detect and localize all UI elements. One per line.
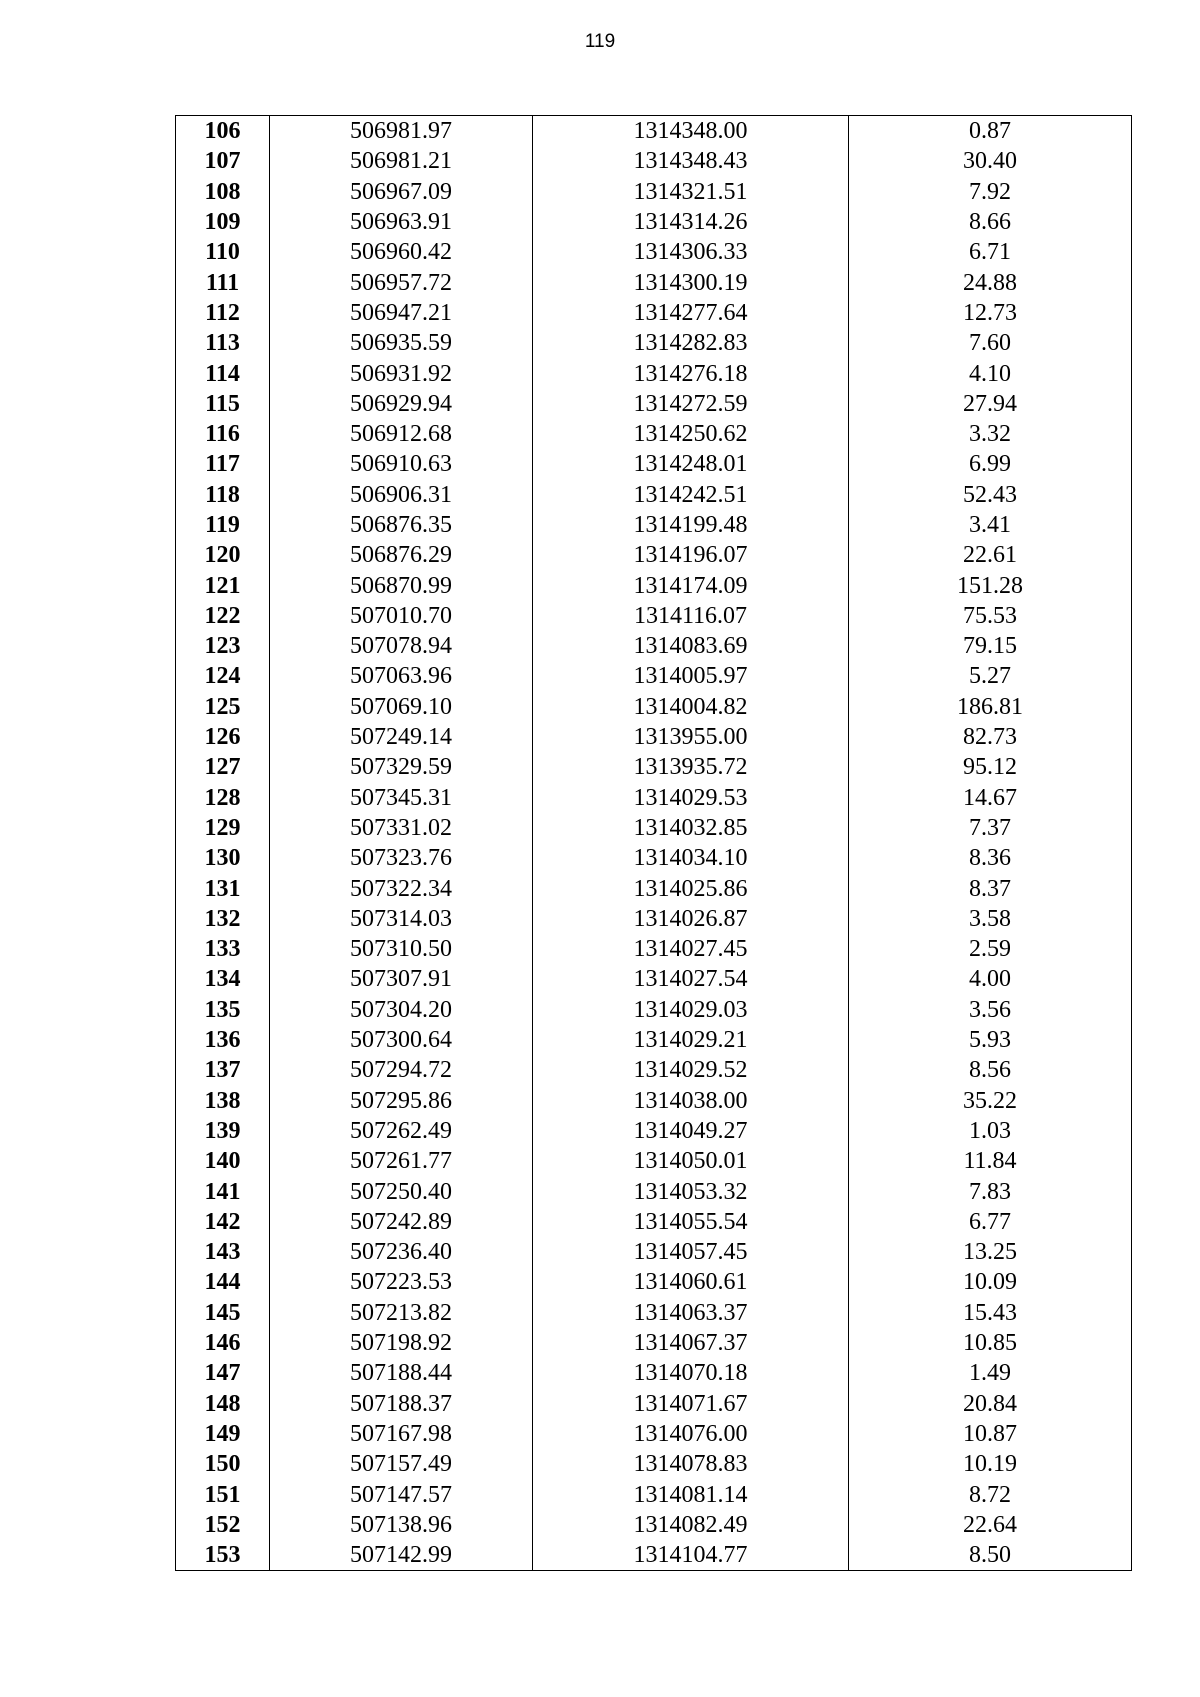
x-coordinate-cell: 507236.40 <box>270 1237 533 1267</box>
point-number-cell: 119 <box>176 510 270 540</box>
x-coordinate-cell: 506931.92 <box>270 358 533 388</box>
distance-cell: 27.94 <box>849 389 1132 419</box>
x-coordinate-cell: 507242.89 <box>270 1207 533 1237</box>
table-row <box>176 995 1132 1025</box>
distance-cell: 7.83 <box>849 1176 1132 1206</box>
x-coordinate-cell: 507198.92 <box>270 1328 533 1358</box>
distance-cell: 3.41 <box>849 510 1132 540</box>
table-row <box>176 1176 1132 1206</box>
point-number-cell: 152 <box>176 1510 270 1540</box>
x-coordinate-cell: 507314.03 <box>270 904 533 934</box>
point-number-cell: 117 <box>176 449 270 479</box>
distance-cell: 6.99 <box>849 449 1132 479</box>
y-coordinate-cell: 1314300.19 <box>533 267 849 297</box>
table-row <box>176 1116 1132 1146</box>
distance-cell: 6.77 <box>849 1207 1132 1237</box>
table-row <box>176 116 1132 147</box>
table-row <box>176 298 1132 328</box>
x-coordinate-cell: 507294.72 <box>270 1055 533 1085</box>
y-coordinate-cell: 1314276.18 <box>533 358 849 388</box>
x-coordinate-cell: 507261.77 <box>270 1146 533 1176</box>
table-row <box>176 661 1132 691</box>
page-number: 119 <box>584 31 616 52</box>
point-number-cell: 107 <box>176 146 270 176</box>
y-coordinate-cell: 1314049.27 <box>533 1116 849 1146</box>
point-number-cell: 135 <box>176 995 270 1025</box>
table-row <box>176 873 1132 903</box>
x-coordinate-cell: 506981.21 <box>270 146 533 176</box>
x-coordinate-cell: 507323.76 <box>270 843 533 873</box>
y-coordinate-cell: 1314078.83 <box>533 1449 849 1479</box>
point-number-cell: 148 <box>176 1388 270 1418</box>
distance-cell: 1.03 <box>849 1116 1132 1146</box>
y-coordinate-cell: 1314025.86 <box>533 873 849 903</box>
y-coordinate-cell: 1314029.03 <box>533 995 849 1025</box>
point-number-cell: 132 <box>176 904 270 934</box>
distance-cell: 95.12 <box>849 752 1132 782</box>
y-coordinate-cell: 1314248.01 <box>533 449 849 479</box>
point-number-cell: 141 <box>176 1176 270 1206</box>
coordinates-table-container <box>175 115 1132 1571</box>
x-coordinate-cell: 507213.82 <box>270 1298 533 1328</box>
point-number-cell: 149 <box>176 1419 270 1449</box>
distance-cell: 13.25 <box>849 1237 1132 1267</box>
table-row <box>176 510 1132 540</box>
point-number-cell: 120 <box>176 540 270 570</box>
x-coordinate-cell: 506935.59 <box>270 328 533 358</box>
point-number-cell: 145 <box>176 1298 270 1328</box>
point-number-cell: 130 <box>176 843 270 873</box>
point-number-cell: 111 <box>176 267 270 297</box>
y-coordinate-cell: 1314004.82 <box>533 692 849 722</box>
x-coordinate-cell: 507188.37 <box>270 1388 533 1418</box>
y-coordinate-cell: 1314348.00 <box>533 116 849 147</box>
point-number-cell: 140 <box>176 1146 270 1176</box>
point-number-cell: 106 <box>176 116 270 147</box>
point-number-cell: 113 <box>176 328 270 358</box>
x-coordinate-cell: 507147.57 <box>270 1479 533 1509</box>
point-number-cell: 139 <box>176 1116 270 1146</box>
distance-cell: 20.84 <box>849 1388 1132 1418</box>
x-coordinate-cell: 507157.49 <box>270 1449 533 1479</box>
table-row <box>176 1328 1132 1358</box>
table-row <box>176 722 1132 752</box>
table-row <box>176 1025 1132 1055</box>
table-row <box>176 237 1132 267</box>
x-coordinate-cell: 506960.42 <box>270 237 533 267</box>
table-row <box>176 328 1132 358</box>
distance-cell: 11.84 <box>849 1146 1132 1176</box>
point-number-cell: 115 <box>176 389 270 419</box>
distance-cell: 82.73 <box>849 722 1132 752</box>
distance-cell: 151.28 <box>849 570 1132 600</box>
distance-cell: 7.60 <box>849 328 1132 358</box>
y-coordinate-cell: 1314083.69 <box>533 631 849 661</box>
distance-cell: 3.32 <box>849 419 1132 449</box>
table-row <box>176 146 1132 176</box>
coordinates-table-body <box>176 116 1132 1571</box>
table-row <box>176 843 1132 873</box>
y-coordinate-cell: 1314027.45 <box>533 934 849 964</box>
distance-cell: 5.27 <box>849 661 1132 691</box>
y-coordinate-cell: 1314321.51 <box>533 177 849 207</box>
table-row <box>176 1540 1132 1571</box>
table-row <box>176 1449 1132 1479</box>
x-coordinate-cell: 507307.91 <box>270 964 533 994</box>
table-row <box>176 419 1132 449</box>
x-coordinate-cell: 507322.34 <box>270 873 533 903</box>
table-row <box>176 1298 1132 1328</box>
distance-cell: 10.85 <box>849 1328 1132 1358</box>
table-row <box>176 1388 1132 1418</box>
distance-cell: 22.61 <box>849 540 1132 570</box>
x-coordinate-cell: 507262.49 <box>270 1116 533 1146</box>
table-row <box>176 1358 1132 1388</box>
distance-cell: 30.40 <box>849 146 1132 176</box>
distance-cell: 75.53 <box>849 601 1132 631</box>
point-number-cell: 142 <box>176 1207 270 1237</box>
y-coordinate-cell: 1314071.67 <box>533 1388 849 1418</box>
table-row <box>176 1055 1132 1085</box>
point-number-cell: 123 <box>176 631 270 661</box>
table-row <box>176 1086 1132 1116</box>
table-row <box>176 1207 1132 1237</box>
point-number-cell: 143 <box>176 1237 270 1267</box>
table-row <box>176 934 1132 964</box>
x-coordinate-cell: 507345.31 <box>270 783 533 813</box>
y-coordinate-cell: 1313935.72 <box>533 752 849 782</box>
point-number-cell: 122 <box>176 601 270 631</box>
table-row <box>176 631 1132 661</box>
x-coordinate-cell: 506876.35 <box>270 510 533 540</box>
y-coordinate-cell: 1314250.62 <box>533 419 849 449</box>
y-coordinate-cell: 1314242.51 <box>533 480 849 510</box>
coordinates-table <box>175 115 1132 1571</box>
y-coordinate-cell: 1314032.85 <box>533 813 849 843</box>
table-row <box>176 177 1132 207</box>
point-number-cell: 146 <box>176 1328 270 1358</box>
x-coordinate-cell: 506870.99 <box>270 570 533 600</box>
x-coordinate-cell: 507295.86 <box>270 1086 533 1116</box>
table-row <box>176 1479 1132 1509</box>
table-row <box>176 449 1132 479</box>
table-row <box>176 570 1132 600</box>
x-coordinate-cell: 506876.29 <box>270 540 533 570</box>
y-coordinate-cell: 1314060.61 <box>533 1267 849 1297</box>
y-coordinate-cell: 1314029.21 <box>533 1025 849 1055</box>
point-number-cell: 109 <box>176 207 270 237</box>
x-coordinate-cell: 507329.59 <box>270 752 533 782</box>
y-coordinate-cell: 1314026.87 <box>533 904 849 934</box>
table-row <box>176 480 1132 510</box>
distance-cell: 0.87 <box>849 116 1132 147</box>
x-coordinate-cell: 506981.97 <box>270 116 533 147</box>
point-number-cell: 116 <box>176 419 270 449</box>
y-coordinate-cell: 1314306.33 <box>533 237 849 267</box>
y-coordinate-cell: 1314081.14 <box>533 1479 849 1509</box>
point-number-cell: 136 <box>176 1025 270 1055</box>
y-coordinate-cell: 1314272.59 <box>533 389 849 419</box>
point-number-cell: 127 <box>176 752 270 782</box>
x-coordinate-cell: 507167.98 <box>270 1419 533 1449</box>
table-row <box>176 813 1132 843</box>
point-number-cell: 153 <box>176 1540 270 1571</box>
x-coordinate-cell: 506912.68 <box>270 419 533 449</box>
x-coordinate-cell: 507188.44 <box>270 1358 533 1388</box>
y-coordinate-cell: 1314070.18 <box>533 1358 849 1388</box>
x-coordinate-cell: 507331.02 <box>270 813 533 843</box>
x-coordinate-cell: 507304.20 <box>270 995 533 1025</box>
distance-cell: 35.22 <box>849 1086 1132 1116</box>
table-row <box>176 692 1132 722</box>
y-coordinate-cell: 1314063.37 <box>533 1298 849 1328</box>
y-coordinate-cell: 1314082.49 <box>533 1510 849 1540</box>
distance-cell: 186.81 <box>849 692 1132 722</box>
distance-cell: 8.72 <box>849 1479 1132 1509</box>
x-coordinate-cell: 506947.21 <box>270 298 533 328</box>
distance-cell: 8.37 <box>849 873 1132 903</box>
x-coordinate-cell: 506910.63 <box>270 449 533 479</box>
x-coordinate-cell: 507069.10 <box>270 692 533 722</box>
x-coordinate-cell: 507250.40 <box>270 1176 533 1206</box>
point-number-cell: 137 <box>176 1055 270 1085</box>
distance-cell: 79.15 <box>849 631 1132 661</box>
table-row <box>176 207 1132 237</box>
y-coordinate-cell: 1314174.09 <box>533 570 849 600</box>
distance-cell: 8.56 <box>849 1055 1132 1085</box>
x-coordinate-cell: 507142.99 <box>270 1540 533 1571</box>
point-number-cell: 114 <box>176 358 270 388</box>
table-row <box>176 1419 1132 1449</box>
y-coordinate-cell: 1314053.32 <box>533 1176 849 1206</box>
point-number-cell: 124 <box>176 661 270 691</box>
distance-cell: 8.36 <box>849 843 1132 873</box>
y-coordinate-cell: 1314038.00 <box>533 1086 849 1116</box>
table-row <box>176 904 1132 934</box>
point-number-cell: 150 <box>176 1449 270 1479</box>
point-number-cell: 112 <box>176 298 270 328</box>
distance-cell: 3.58 <box>849 904 1132 934</box>
point-number-cell: 128 <box>176 783 270 813</box>
distance-cell: 24.88 <box>849 267 1132 297</box>
table-row <box>176 540 1132 570</box>
distance-cell: 10.87 <box>849 1419 1132 1449</box>
y-coordinate-cell: 1314034.10 <box>533 843 849 873</box>
x-coordinate-cell: 507010.70 <box>270 601 533 631</box>
distance-cell: 2.59 <box>849 934 1132 964</box>
x-coordinate-cell: 506929.94 <box>270 389 533 419</box>
y-coordinate-cell: 1313955.00 <box>533 722 849 752</box>
point-number-cell: 147 <box>176 1358 270 1388</box>
x-coordinate-cell: 507063.96 <box>270 661 533 691</box>
x-coordinate-cell: 507249.14 <box>270 722 533 752</box>
x-coordinate-cell: 507223.53 <box>270 1267 533 1297</box>
y-coordinate-cell: 1314067.37 <box>533 1328 849 1358</box>
distance-cell: 7.37 <box>849 813 1132 843</box>
y-coordinate-cell: 1314029.53 <box>533 783 849 813</box>
y-coordinate-cell: 1314277.64 <box>533 298 849 328</box>
distance-cell: 1.49 <box>849 1358 1132 1388</box>
distance-cell: 22.64 <box>849 1510 1132 1540</box>
table-row <box>176 267 1132 297</box>
y-coordinate-cell: 1314282.83 <box>533 328 849 358</box>
distance-cell: 8.66 <box>849 207 1132 237</box>
point-number-cell: 129 <box>176 813 270 843</box>
y-coordinate-cell: 1314314.26 <box>533 207 849 237</box>
y-coordinate-cell: 1314057.45 <box>533 1237 849 1267</box>
y-coordinate-cell: 1314076.00 <box>533 1419 849 1449</box>
table-row <box>176 1237 1132 1267</box>
point-number-cell: 151 <box>176 1479 270 1509</box>
point-number-cell: 121 <box>176 570 270 600</box>
point-number-cell: 110 <box>176 237 270 267</box>
distance-cell: 10.09 <box>849 1267 1132 1297</box>
distance-cell: 3.56 <box>849 995 1132 1025</box>
distance-cell: 4.10 <box>849 358 1132 388</box>
point-number-cell: 144 <box>176 1267 270 1297</box>
x-coordinate-cell: 507300.64 <box>270 1025 533 1055</box>
table-row <box>176 1146 1132 1176</box>
point-number-cell: 138 <box>176 1086 270 1116</box>
y-coordinate-cell: 1314116.07 <box>533 601 849 631</box>
distance-cell: 12.73 <box>849 298 1132 328</box>
y-coordinate-cell: 1314029.52 <box>533 1055 849 1085</box>
point-number-cell: 108 <box>176 177 270 207</box>
y-coordinate-cell: 1314199.48 <box>533 510 849 540</box>
distance-cell: 52.43 <box>849 480 1132 510</box>
distance-cell: 7.92 <box>849 177 1132 207</box>
point-number-cell: 131 <box>176 873 270 903</box>
x-coordinate-cell: 507078.94 <box>270 631 533 661</box>
y-coordinate-cell: 1314005.97 <box>533 661 849 691</box>
distance-cell: 4.00 <box>849 964 1132 994</box>
point-number-cell: 126 <box>176 722 270 752</box>
distance-cell: 8.50 <box>849 1540 1132 1571</box>
table-row <box>176 752 1132 782</box>
distance-cell: 10.19 <box>849 1449 1132 1479</box>
distance-cell: 5.93 <box>849 1025 1132 1055</box>
x-coordinate-cell: 506957.72 <box>270 267 533 297</box>
table-row <box>176 1510 1132 1540</box>
point-number-cell: 134 <box>176 964 270 994</box>
table-row <box>176 389 1132 419</box>
distance-cell: 14.67 <box>849 783 1132 813</box>
point-number-cell: 118 <box>176 480 270 510</box>
table-row <box>176 601 1132 631</box>
x-coordinate-cell: 507310.50 <box>270 934 533 964</box>
y-coordinate-cell: 1314348.43 <box>533 146 849 176</box>
y-coordinate-cell: 1314196.07 <box>533 540 849 570</box>
y-coordinate-cell: 1314050.01 <box>533 1146 849 1176</box>
x-coordinate-cell: 506963.91 <box>270 207 533 237</box>
table-row <box>176 358 1132 388</box>
point-number-cell: 125 <box>176 692 270 722</box>
distance-cell: 6.71 <box>849 237 1132 267</box>
y-coordinate-cell: 1314104.77 <box>533 1540 849 1571</box>
x-coordinate-cell: 507138.96 <box>270 1510 533 1540</box>
y-coordinate-cell: 1314027.54 <box>533 964 849 994</box>
table-row <box>176 783 1132 813</box>
distance-cell: 15.43 <box>849 1298 1132 1328</box>
y-coordinate-cell: 1314055.54 <box>533 1207 849 1237</box>
table-row <box>176 1267 1132 1297</box>
x-coordinate-cell: 506906.31 <box>270 480 533 510</box>
x-coordinate-cell: 506967.09 <box>270 177 533 207</box>
table-row <box>176 964 1132 994</box>
point-number-cell: 133 <box>176 934 270 964</box>
